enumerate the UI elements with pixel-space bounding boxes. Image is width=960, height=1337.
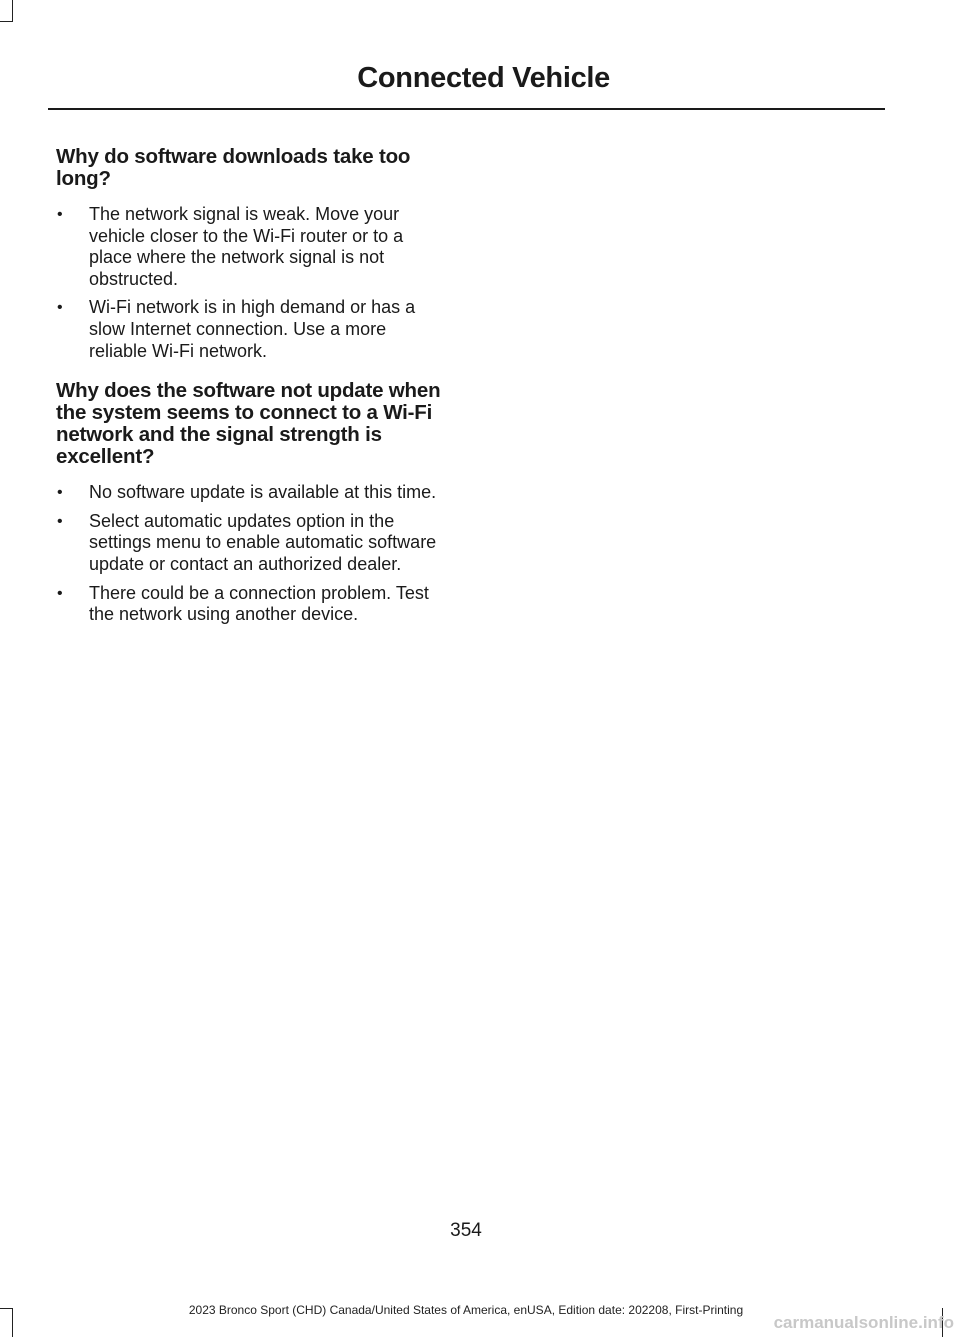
faq-section-1 <box>56 146 448 362</box>
answer-text: No software update is available at this time. <box>89 482 437 503</box>
list-item <box>56 297 448 362</box>
list-item <box>56 511 448 576</box>
faq-answer-list-2 <box>56 482 448 626</box>
bullet-icon: • <box>57 584 63 602</box>
crop-mark-top-left-horizontal <box>0 21 13 22</box>
watermark: carmanualsonline.info <box>773 1313 954 1332</box>
content-column <box>56 146 448 644</box>
list-item <box>56 204 448 290</box>
page-number: 354 <box>450 1220 482 1241</box>
page-title: Connected Vehicle <box>357 62 610 94</box>
list-item <box>56 583 448 626</box>
edition-footer: 2023 Bronco Sport (CHD) Canada/United States of America, enUSA, Edition date: 202208, First-Printing <box>188 1303 744 1317</box>
list-item <box>56 482 448 504</box>
answer-text: Select automatic updates option in the settings menu to enable automatic software update or contact an authorized dealer. <box>89 510 437 574</box>
faq-question-1: Why do software downloads take too long? <box>56 145 411 190</box>
bullet-icon: • <box>57 512 63 530</box>
page-header <box>48 62 885 110</box>
faq-section-2 <box>56 380 448 626</box>
faq-answer-list-1 <box>56 204 448 362</box>
answer-text: There could be a connection problem. Test the network using another device. <box>89 582 429 625</box>
answer-text: Wi-Fi network is in high demand or has a slow Internet connection. Use a more reliable Wi-Fi network. <box>89 297 416 361</box>
faq-question-2: Why does the software not update when the system seems to connect to a Wi-Fi network and the signal strength is excellent? <box>56 379 441 469</box>
answer-text: The network signal is weak. Move your vehicle closer to the Wi-Fi router or to a place where the network signal is not obstructed. <box>89 204 404 289</box>
bullet-icon: • <box>57 206 63 223</box>
crop-mark-top-left-vertical <box>12 0 13 22</box>
bullet-icon: • <box>57 299 63 317</box>
bullet-icon: • <box>57 484 63 502</box>
